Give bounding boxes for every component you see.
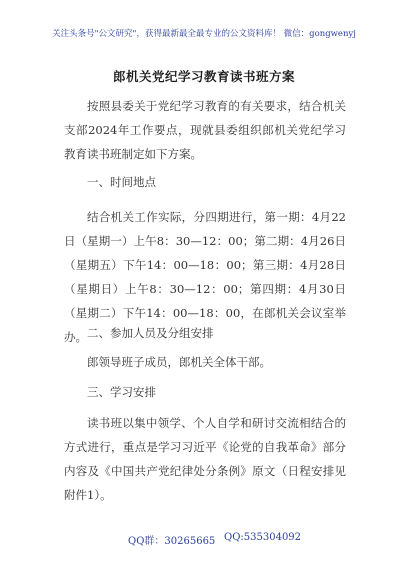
section-heading-participants: 二、参加人员及分组安排 [87,326,214,340]
footer-qq: QQ:535304092 [224,532,302,543]
section-heading-study-arrangement: 三、学习安排 [87,385,156,399]
section-heading-time-place: 一、时间地点 [87,175,156,189]
footer-qq-group: QQ群：30265665 [128,536,216,547]
time-place-paragraph: 结合机关工作实际，分四期进行，第一期：4月22日（星期一）上午8：30—12：00；第二期：4月26日（星期五）下午14：00—18：00；第三期：4月28日（星期日）上午8：30—12：00；第四期：4月30日（星期二）下午14：00—18：00，在郎机关会议室举办。 [64,210,346,344]
page-title: 郎机关党纪学习教育读书班方案 [112,69,295,84]
intro-paragraph: 按照县委关于党纪学习教育的有关要求，结合机关支部2024年工作要点，现就县委组织郎机关党纪学习教育读书班制定如下方案。 [64,99,346,161]
participants-paragraph: 郎领导班子成员，郎机关全体干部。 [87,355,271,369]
study-arrangement-paragraph: 读书班以集中领学、个人自学和研讨交流相结合的方式进行，重点是学习习近平《论党的自我革命》部分内容及《中国共产党纪律处分条例》原文（日程安排见附件1）。 [64,416,346,502]
header-banner: 关注头条号"公文研究"，获得最新最全最专业的公文资料库！ 微信：gongwenyj [52,29,356,39]
